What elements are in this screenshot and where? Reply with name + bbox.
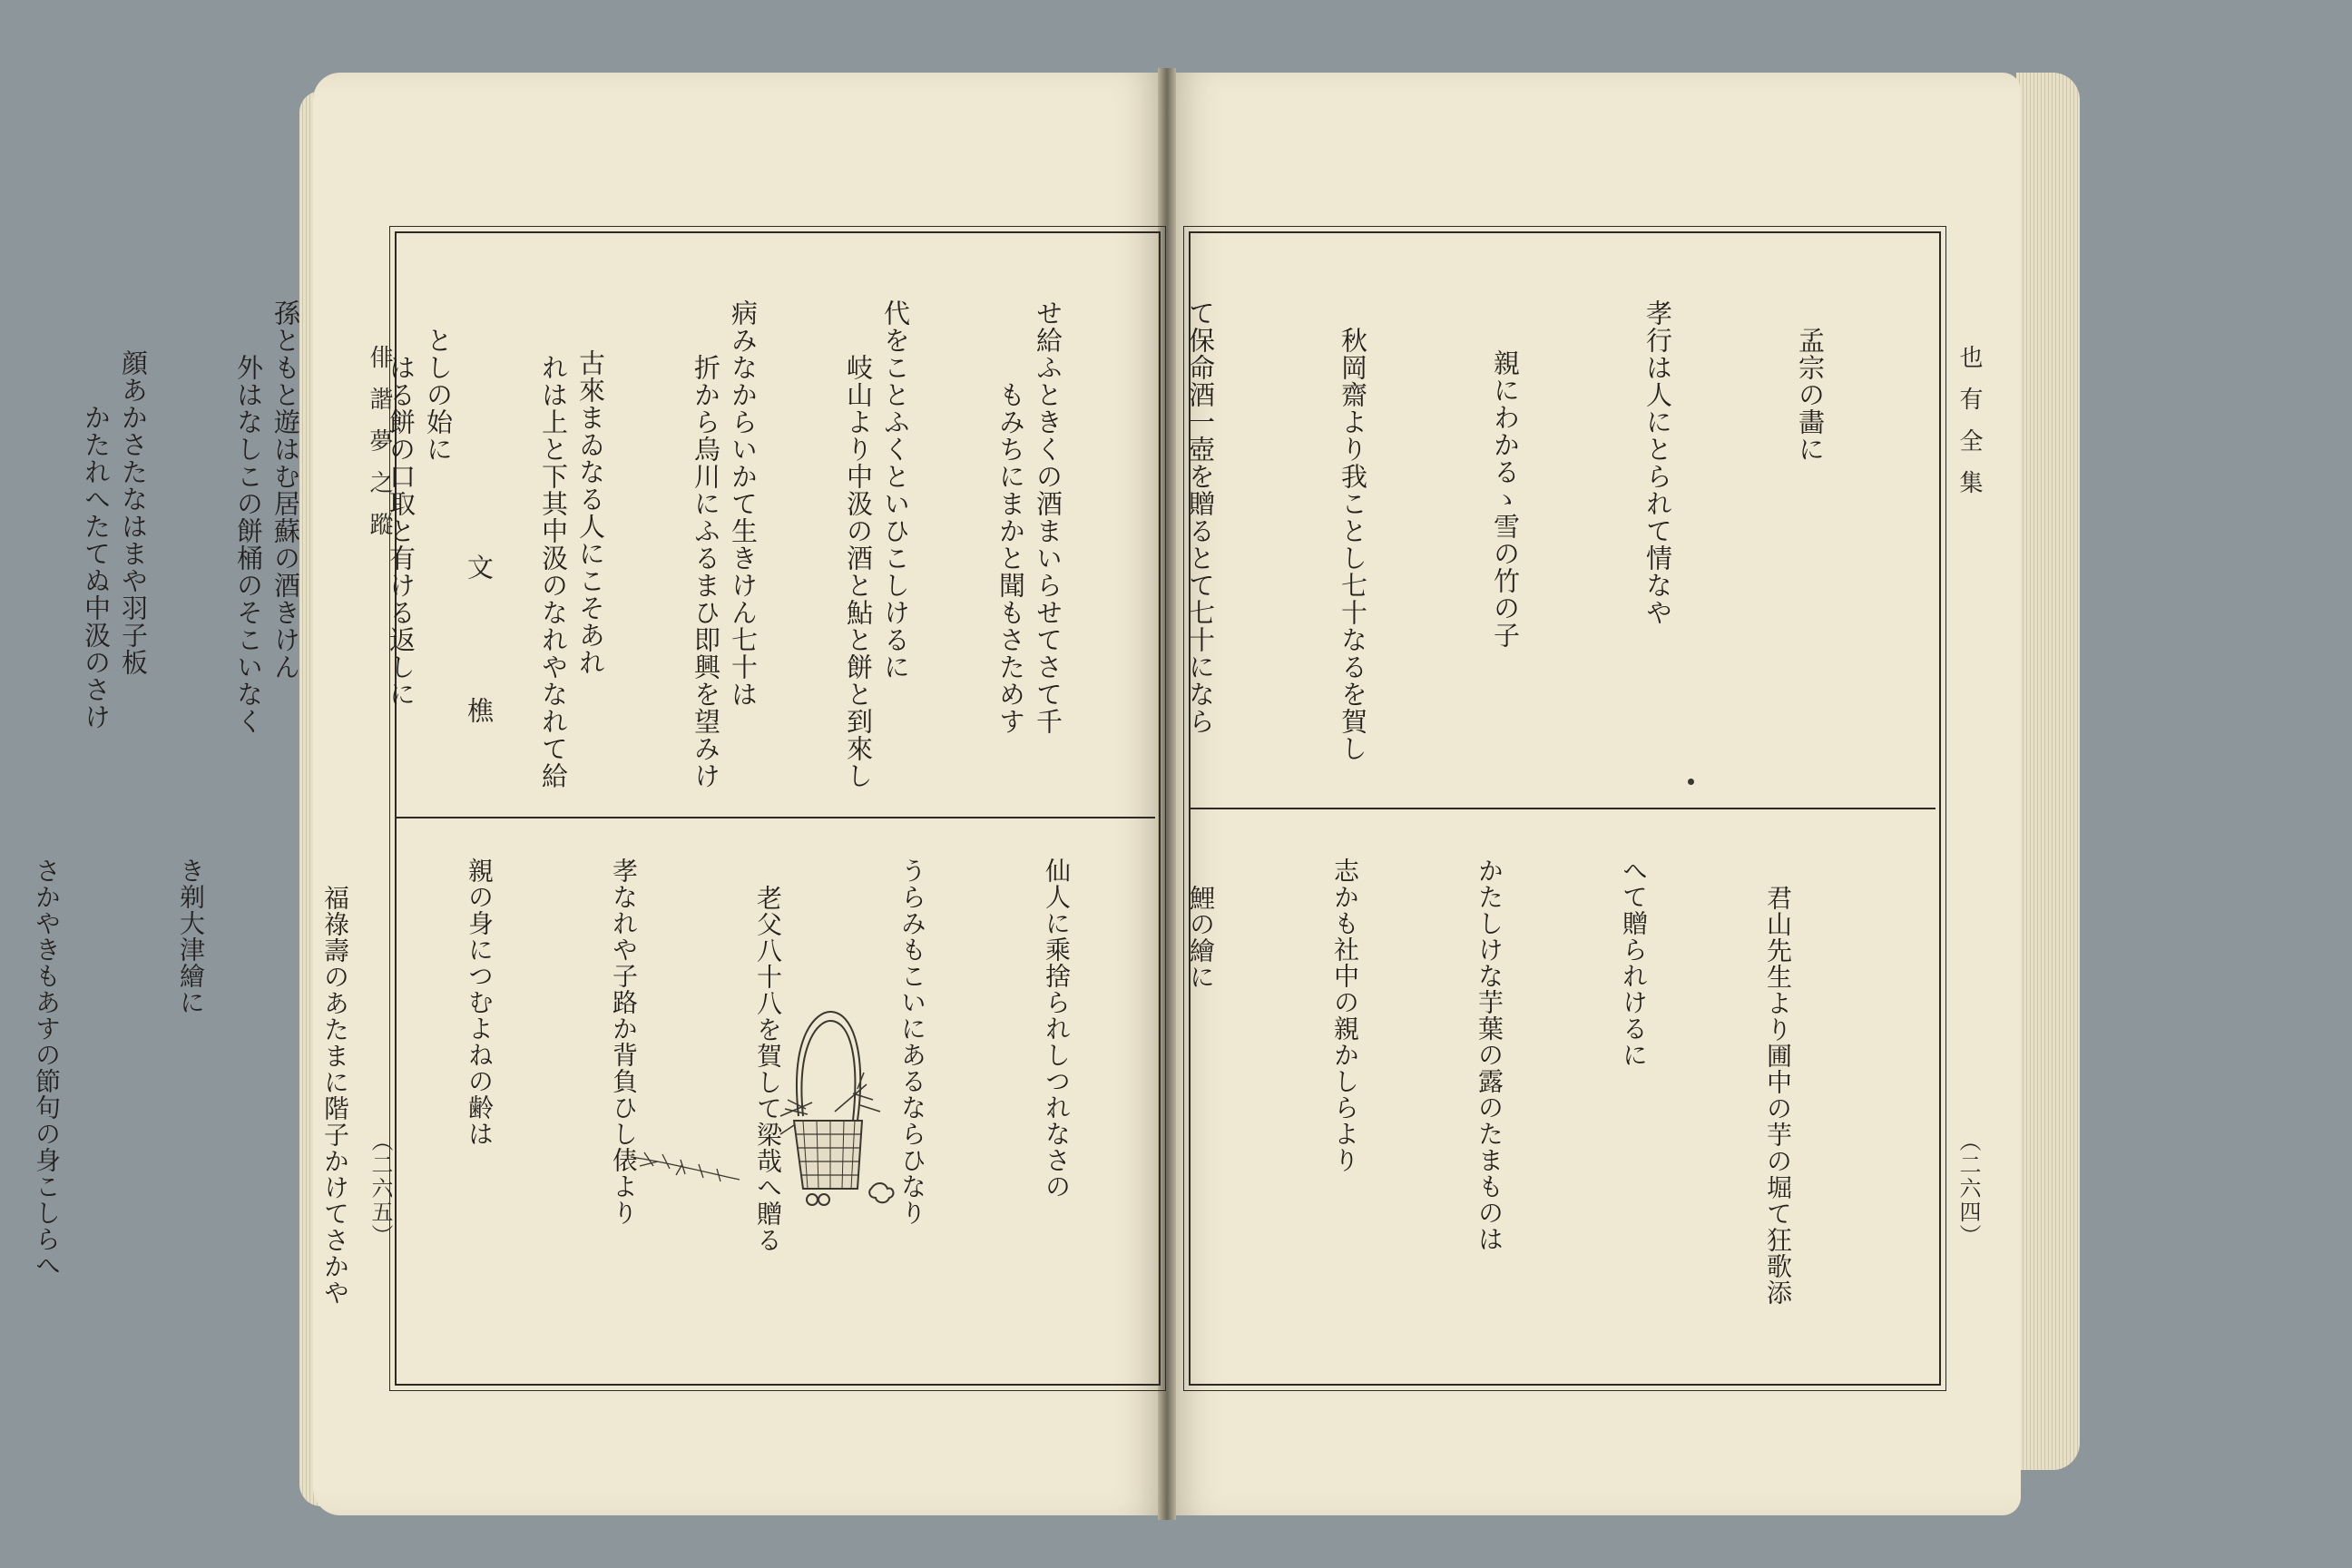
- left-frame-divider: [397, 817, 1155, 818]
- text-column: 老父八十八を賀して梁哉へ贈る: [753, 885, 783, 1253]
- text-column: て保命酒一壺を贈るとて七十になら: [1185, 299, 1216, 735]
- left-running-head: 俳諧夢之蹤: [366, 345, 393, 554]
- text-column: 福祿壽のあたまに階子かけてさかや: [320, 885, 350, 1306]
- ink-dot: [1688, 779, 1694, 785]
- right-upper-text-block: [0, 299, 1937, 808]
- text-column: としの始に: [423, 327, 454, 463]
- left-page-number: （二六五）: [368, 1130, 393, 1248]
- text-column: 孫ともと遊はむ居蘇の酒きけん: [270, 299, 301, 681]
- right-running-head: 也有全集: [1955, 345, 1983, 512]
- text-column: 孟宗の畵に: [1795, 327, 1826, 463]
- text-column: 孝行は人にとられて情なや: [1642, 299, 1673, 626]
- text-column: れは上と下其中汲のなれやなれて給: [538, 354, 569, 789]
- text-column: うらみもこいにあるならひなり: [897, 858, 927, 1226]
- right-page-number: （二六四）: [1955, 1130, 1981, 1248]
- text-column: 仙人に乘捨られしつれなさの: [1042, 858, 1072, 1200]
- right-lower-text-block: [0, 858, 1898, 1348]
- text-column: 折から烏川にふるまひ即興を望みけ: [691, 354, 721, 789]
- text-column: 顔あかさたなはまや羽子板: [118, 349, 149, 676]
- text-column: かたれへたてぬ中汲のさけ: [81, 404, 112, 730]
- text-column: 親の身につむよねの齢は: [465, 858, 495, 1147]
- text-column: 古來まゐなる人にこそあれ: [575, 349, 606, 676]
- text-column: 孝なれや子路か背負ひし俵より: [609, 858, 639, 1226]
- text-column: さかやきもあすの節句の身こしらへ: [32, 858, 62, 1279]
- right-page-edges: [2016, 73, 2080, 1470]
- text-column: 親にわかるゝ雪の竹の子: [1490, 349, 1521, 649]
- text-column: 岐山より中汲の酒と鮎と餅と到來し: [843, 354, 874, 789]
- text-column: かたしけな芋葉の露のたまものは: [1475, 858, 1504, 1252]
- text-column: 外はなしこの餅桶のそこいなく: [233, 354, 264, 735]
- text-column: へて贈られけるに: [1619, 858, 1649, 1068]
- text-column: 代をことふくといひこしけるに: [880, 299, 911, 681]
- text-column: 君山先生より圃中の芋の堀て狂歌添: [1763, 885, 1793, 1306]
- text-column: はる餅の口取と有ける返しに: [386, 354, 416, 708]
- right-frame-divider: [1191, 808, 1936, 809]
- text-column: 秋岡齋より我ことし七十なるを賀し: [1338, 327, 1368, 762]
- text-column: 病みなからいかて生きけん七十は: [728, 299, 759, 708]
- text-column: 鯉の繪に: [1186, 885, 1216, 990]
- author-signature: 文 樵: [464, 554, 495, 769]
- text-column: 志かも社中の親かしらより: [1330, 858, 1360, 1173]
- text-column: き剃大津繪に: [176, 858, 206, 1015]
- text-column: せ給ふときくの酒まいらせてさて千: [1033, 299, 1063, 735]
- text-column: もみちにまかと聞もさためす: [995, 381, 1026, 735]
- text-column: [0, 299, 6, 808]
